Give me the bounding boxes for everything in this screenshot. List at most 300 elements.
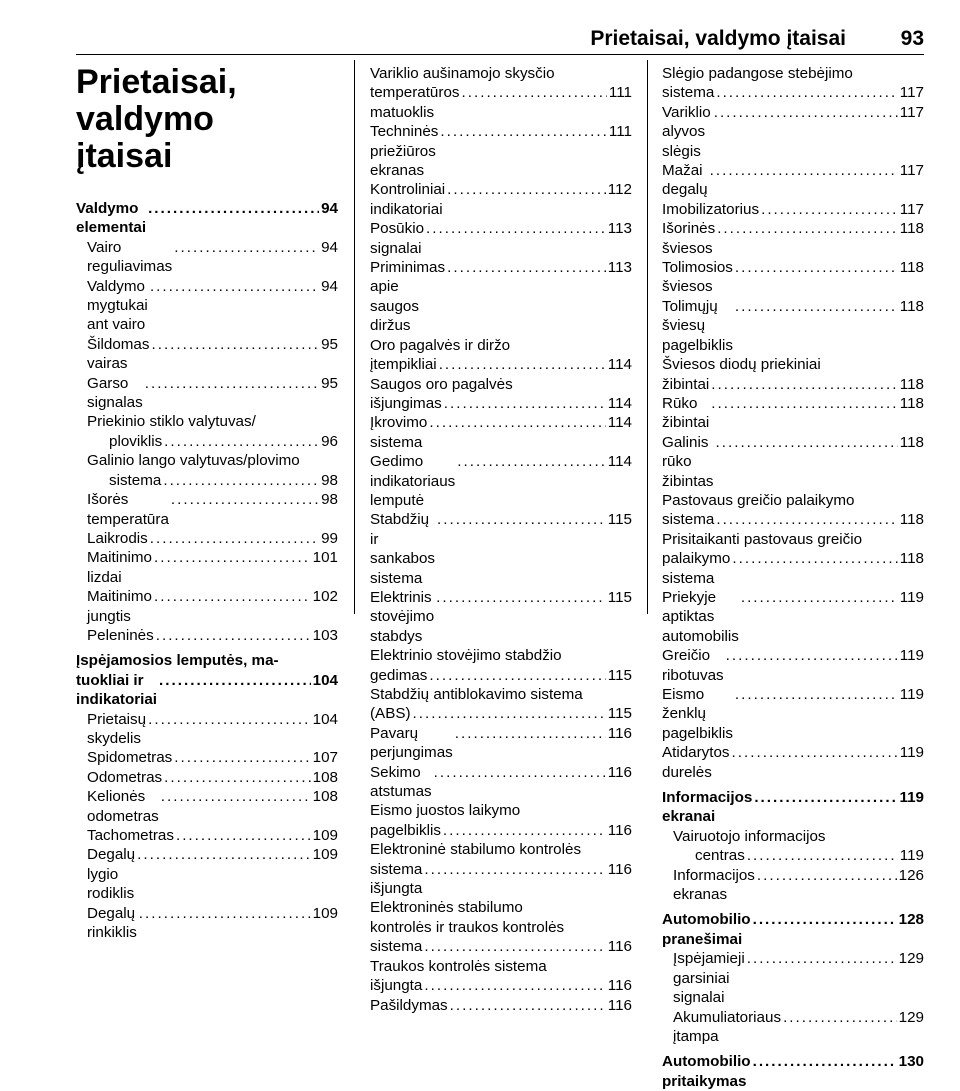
toc-entry-line (662, 910, 924, 949)
toc-page-number: 116 (607, 938, 632, 956)
toc-page-number: 94 (321, 200, 338, 217)
leader-dots (711, 375, 898, 394)
toc-entry-text: Akumuliatoriaus įtampa (673, 1008, 782, 1045)
toc-entry[interactable] (662, 433, 924, 491)
leader-dots (747, 846, 898, 865)
toc-entry-text: Šildomas vairas (87, 335, 150, 373)
toc-entry-line (76, 432, 338, 451)
toc-page-number: 98 (321, 491, 338, 509)
toc-entry[interactable] (370, 64, 632, 122)
toc-entry-line (370, 219, 632, 258)
toc-page-number: 118 (899, 433, 924, 451)
toc-entry[interactable] (370, 801, 632, 840)
toc-entry[interactable] (370, 763, 632, 802)
toc-entry-text: palaikymo sistema (662, 550, 731, 587)
toc-section[interactable] (76, 199, 338, 238)
leader-dots (753, 910, 897, 929)
leader-dots (715, 433, 897, 452)
toc-entry[interactable] (662, 743, 924, 782)
leader-dots (741, 588, 898, 607)
toc-entry-line (370, 258, 632, 336)
leader-dots (145, 374, 319, 393)
toc-entry[interactable] (76, 490, 338, 529)
toc-entry-text: Prietaisų skydelis (87, 710, 147, 747)
toc-entry-line (370, 724, 632, 763)
leader-dots (447, 258, 606, 277)
toc-entry[interactable] (76, 587, 338, 626)
toc-page-number: 104 (312, 671, 338, 689)
toc-entry-text: Mažai degalų (662, 162, 708, 199)
toc-page-number: 129 (898, 950, 924, 968)
toc-entry-text: Išorinės šviesos (662, 220, 716, 257)
toc-section[interactable] (76, 651, 338, 709)
toc-entry[interactable] (662, 827, 924, 866)
toc-entry-line (76, 335, 338, 374)
toc-entry-text: Slėgio padangose stebėjimo (662, 65, 853, 82)
toc-entry[interactable] (662, 646, 924, 685)
toc-entry-text: Šviesos diodų priekiniai (662, 356, 821, 374)
toc-entry-line (662, 949, 924, 1007)
toc-entry[interactable] (76, 768, 338, 787)
toc-entry[interactable] (370, 996, 632, 1015)
toc-column-2 (370, 64, 632, 1015)
toc-entry-line (662, 549, 924, 588)
toc-entry-text: Techninės priežiūros ekranas (370, 123, 439, 180)
toc-entry-line (370, 83, 632, 122)
toc-entry[interactable] (76, 374, 338, 413)
toc-page-number: 109 (312, 846, 338, 864)
leader-dots (413, 704, 606, 723)
toc-entry[interactable] (370, 724, 632, 763)
toc-entry-line (662, 846, 924, 865)
toc-entry-line (370, 413, 632, 452)
toc-page-number: 108 (312, 788, 338, 806)
toc-entry[interactable] (370, 413, 632, 452)
leader-dots (154, 587, 311, 606)
toc-entry-line (76, 374, 338, 413)
toc-entry[interactable] (662, 161, 924, 200)
toc-entry[interactable] (370, 122, 632, 180)
toc-entry-line (370, 510, 632, 588)
leader-dots (171, 490, 319, 509)
toc-entry[interactable] (370, 258, 632, 336)
toc-entry-line (76, 199, 338, 238)
toc-entry-text: išjungta (370, 977, 423, 995)
toc-list (76, 199, 338, 942)
toc-page-number: 118 (899, 259, 924, 277)
toc-page-number: 117 (899, 84, 924, 102)
toc-entry-text: Variklio alyvos slėgis (662, 103, 711, 160)
toc-page-number: 114 (607, 414, 632, 432)
toc-entry[interactable] (76, 238, 338, 277)
toc-entry-text: Spidometras (87, 749, 173, 767)
toc-page-number: 115 (607, 588, 632, 606)
toc-entry-text: Elektroninė stabilumo kontrolės (370, 841, 582, 859)
toc-entry-line (370, 821, 632, 840)
toc-entry-text: Oro pagalvės ir diržo (370, 336, 511, 354)
toc-page-number: 119 (899, 744, 924, 762)
toc-page-number: 115 (607, 705, 632, 723)
toc-entry-text: (ABS) (370, 705, 411, 723)
toc-entry[interactable] (662, 200, 924, 219)
leader-dots (150, 277, 319, 296)
leader-dots (156, 626, 311, 645)
toc-page-number: 118 (899, 511, 924, 529)
toc-page-number: 118 (899, 394, 924, 412)
toc-page-number: 95 (321, 374, 338, 392)
toc-page-number: 117 (899, 103, 924, 121)
toc-entry[interactable] (662, 297, 924, 355)
toc-page-number: 116 (607, 724, 632, 742)
toc-entry-text: sistema (109, 471, 162, 489)
toc-entry-text: Posūkio signalai (370, 220, 425, 257)
toc-page-number: 119 (899, 789, 924, 807)
leader-dots (714, 103, 898, 122)
toc-page-number: 109 (312, 904, 338, 922)
toc-entry-text: sistema (662, 511, 715, 529)
toc-entry-text: sistema išjungta (370, 860, 423, 898)
leader-dots (457, 452, 606, 471)
toc-entry-line (76, 845, 338, 903)
toc-entry[interactable] (662, 258, 924, 297)
leader-dots (716, 83, 897, 102)
toc-entry[interactable] (370, 685, 632, 724)
toc-entry[interactable] (662, 685, 924, 743)
toc-entry-text: tuokliai ir indikatoriai (76, 671, 158, 709)
toc-entry[interactable] (662, 64, 924, 103)
toc-section[interactable] (662, 788, 924, 827)
toc-entry-text: pagelbiklis (370, 821, 441, 839)
leader-dots (164, 432, 319, 451)
toc-entry-line (370, 763, 632, 802)
toc-entry-text: sistema (370, 938, 423, 956)
toc-entry-line (370, 976, 632, 995)
leader-dots (151, 335, 319, 354)
toc-entry[interactable] (662, 1008, 924, 1047)
leader-dots (717, 219, 898, 238)
toc-entry[interactable] (76, 626, 338, 645)
toc-page-number: 130 (898, 1053, 924, 1071)
toc-entry-text: Automobilio pranešimai (662, 911, 751, 948)
toc-entry-text: Išorės temperatūra (87, 491, 169, 528)
toc-entry-text: Traukos kontrolės sistema (370, 957, 547, 975)
toc-page-number: 116 (607, 860, 632, 878)
toc-entry-text: Valdymo mygtukai ant vairo (87, 277, 148, 334)
toc-list (370, 64, 632, 1015)
toc-entry-text: Variklio aušinamojo skysčio (370, 65, 555, 82)
toc-entry-line (662, 788, 924, 827)
toc-entry-line (370, 996, 632, 1015)
toc-entry-line (370, 394, 632, 413)
toc-entry-line (662, 375, 924, 394)
toc-page-number: 114 (607, 394, 632, 412)
toc-entry-line (662, 103, 924, 161)
toc-entry-line (76, 471, 338, 490)
toc-entry-text: gedimas (370, 666, 428, 684)
toc-entry[interactable] (76, 826, 338, 845)
leader-dots (424, 976, 605, 995)
toc-page-number: 128 (898, 911, 924, 929)
leader-dots (436, 588, 606, 607)
toc-entry-line (76, 238, 338, 277)
toc-entry[interactable] (370, 898, 632, 956)
toc-entry-line (662, 200, 924, 219)
toc-entry-line (76, 748, 338, 767)
toc-entry-text: Maitinimo lizdai (87, 549, 152, 586)
leader-dots (161, 787, 311, 806)
toc-entry[interactable] (662, 219, 924, 258)
toc-entry-line (370, 180, 632, 219)
toc-entry[interactable] (370, 957, 632, 996)
toc-page-number: 116 (607, 996, 632, 1014)
leader-dots (753, 1052, 897, 1071)
toc-entry-text: Įkrovimo sistema (370, 414, 428, 451)
chapter-title-line: įtaisai (76, 137, 173, 175)
leader-dots (757, 866, 897, 885)
toc-page-number: 101 (312, 549, 338, 567)
column-divider (647, 60, 648, 614)
toc-entry[interactable] (662, 949, 924, 1007)
toc-entry-line (370, 937, 632, 956)
toc-entry-line (662, 510, 924, 529)
toc-entry-text: Rūko žibintai (662, 394, 710, 432)
toc-page-number: 116 (607, 977, 632, 995)
leader-dots (735, 258, 898, 277)
header-title: Prietaisai, valdymo įtaisai (590, 27, 846, 50)
toc-entry-line (76, 548, 338, 587)
leader-dots (761, 200, 898, 219)
toc-entry[interactable] (76, 748, 338, 767)
toc-entry-text: Valdymo elementai (76, 200, 147, 237)
toc-entry[interactable] (662, 394, 924, 433)
toc-entry-text: Saugos oro pagalvės (370, 375, 513, 393)
toc-entry-text: Tachometras (87, 827, 174, 844)
toc-entry-line (76, 671, 338, 710)
toc-entry[interactable] (76, 548, 338, 587)
toc-entry-text: Stabdžių antiblokavimo sistema (370, 686, 583, 703)
toc-entry[interactable] (76, 787, 338, 826)
toc-page-number: 119 (899, 847, 924, 865)
toc-entry-line (662, 258, 924, 297)
toc-entry-line (662, 866, 924, 905)
toc-entry-line (662, 1052, 924, 1091)
toc-entry-text: Įspėjamieji garsiniai signalai (673, 950, 745, 1007)
toc-entry-line (662, 394, 924, 433)
toc-entry-text: žibintai (662, 375, 710, 393)
toc-entry-text: Gedimo indikatoriaus lemputė (370, 453, 456, 509)
toc-entry-text: Priekinio stiklo valytuvas/ (87, 413, 256, 431)
toc-entry-line (662, 588, 924, 646)
column-divider (354, 60, 355, 614)
leader-dots (437, 510, 606, 529)
toc-page-number: 112 (607, 181, 632, 199)
toc-entry-line (662, 433, 924, 491)
toc-entry-text: Vairuotojo informacijos (673, 827, 826, 845)
toc-entry[interactable] (662, 866, 924, 905)
leader-dots (176, 826, 311, 845)
toc-entry[interactable] (662, 530, 924, 588)
toc-entry-line (76, 587, 338, 626)
toc-entry[interactable] (370, 840, 632, 898)
toc-entry-line (370, 704, 632, 723)
toc-page-number: 115 (607, 511, 632, 529)
toc-entry[interactable] (370, 219, 632, 258)
leader-dots (716, 510, 897, 529)
toc-entry-text: Stabdžių ir sankabos sistema (370, 511, 436, 587)
leader-dots (424, 937, 605, 956)
toc-entry[interactable] (370, 336, 632, 375)
leader-dots (710, 161, 898, 180)
toc-entry[interactable] (370, 375, 632, 414)
toc-entry-text: Kelionės odometras (87, 788, 159, 825)
toc-entry[interactable] (370, 588, 632, 646)
toc-entry-line (662, 219, 924, 258)
toc-entry-line (76, 529, 338, 548)
toc-page-number: 118 (899, 297, 924, 315)
leader-dots (735, 685, 898, 704)
leader-dots (137, 845, 311, 864)
toc-entry[interactable] (76, 335, 338, 374)
toc-page-number: 113 (607, 259, 632, 277)
toc-entry[interactable] (662, 588, 924, 646)
toc-page-number: 98 (321, 471, 338, 489)
toc-entry[interactable] (76, 451, 338, 490)
toc-page-number: 129 (898, 1008, 924, 1026)
toc-page-number: 116 (607, 763, 632, 781)
toc-section[interactable] (662, 910, 924, 949)
toc-entry[interactable] (76, 277, 338, 335)
toc-entry-text: Galinio lango valytuvas/plovimo (87, 452, 300, 470)
toc-entry[interactable] (76, 412, 338, 451)
leader-dots (174, 238, 319, 257)
leader-dots (732, 549, 897, 568)
toc-entry-line (76, 710, 338, 749)
leader-dots (139, 904, 311, 923)
toc-entry-text: Tolimosios šviesos (662, 259, 733, 296)
toc-entry-line (370, 452, 632, 510)
toc-entry[interactable] (662, 355, 924, 394)
toc-entry-line (662, 646, 924, 685)
toc-entry-text: Maitinimo jungtis (87, 588, 152, 625)
leader-dots (455, 724, 606, 743)
toc-entry-text: Peleninės (87, 626, 154, 644)
toc-entry-text: Tolimųjų šviesų pagelbiklis (662, 297, 733, 354)
toc-entry-text: Galinis rūko žibintas (662, 433, 714, 490)
toc-page-number: 119 (899, 647, 924, 665)
toc-entry-text: Priekyje aptiktas automobilis (662, 588, 739, 645)
toc-entry-text: Elektrinis stovėjimo stabdys (370, 588, 435, 645)
toc-entry-text: Pašildymas (370, 996, 448, 1014)
toc-entry-text: Elektroninės stabilumo (370, 899, 523, 917)
toc-page-number: 116 (607, 821, 632, 839)
toc-page-number: 94 (321, 238, 338, 256)
toc-column-1 (76, 64, 338, 942)
toc-page-number: 119 (899, 588, 924, 606)
toc-page-number: 118 (899, 220, 924, 238)
toc-entry-text: Elektrinio stovėjimo stabdžio (370, 647, 562, 665)
page-header (76, 24, 924, 55)
toc-entry-line (76, 626, 338, 645)
toc-entry-line (370, 860, 632, 899)
toc-entry-line (76, 904, 338, 943)
leader-dots (426, 219, 606, 238)
leader-dots (450, 996, 606, 1015)
toc-list (662, 64, 924, 1091)
toc-entry[interactable] (76, 710, 338, 749)
toc-page-number: 114 (607, 453, 632, 471)
leader-dots (735, 297, 898, 316)
toc-entry-line (662, 1008, 924, 1047)
leader-dots (447, 180, 606, 199)
toc-entry-text: Automobilio pritaikymas (662, 1053, 751, 1090)
toc-entry[interactable] (662, 491, 924, 530)
toc-entry-text: centras (695, 847, 745, 865)
toc-page-number: 107 (312, 749, 338, 767)
toc-entry-text: išjungimas (370, 394, 442, 412)
toc-page-number: 118 (899, 375, 924, 393)
leader-dots (150, 529, 319, 548)
leader-dots (443, 821, 606, 840)
toc-entry-text: Greičio ribotuvas (662, 647, 724, 684)
toc-entry-line (662, 685, 924, 743)
toc-entry[interactable] (76, 904, 338, 943)
leader-dots (159, 671, 311, 690)
toc-entry-text: Eismo ženklų pagelbiklis (662, 686, 733, 742)
toc-entry-text: Prisitaikanti pastovaus greičio (662, 530, 863, 548)
leader-dots (429, 413, 605, 432)
toc-entry-text: Sekimo atstumas (370, 763, 432, 801)
toc-entry-line (76, 277, 338, 335)
toc-entry[interactable] (76, 845, 338, 903)
toc-entry[interactable] (76, 529, 338, 548)
toc-entry-text: Laikrodis (87, 529, 148, 547)
leader-dots (783, 1008, 897, 1027)
toc-page-number: 95 (321, 335, 338, 353)
toc-page-number: 108 (312, 768, 338, 786)
toc-page-number: 96 (321, 432, 338, 450)
chapter-title (76, 64, 338, 175)
toc-entry-text: Degalų lygio rodiklis (87, 846, 136, 903)
toc-page-number: 126 (898, 866, 924, 884)
leader-dots (440, 122, 607, 141)
toc-page-number: 118 (899, 550, 924, 568)
toc-entry[interactable] (370, 180, 632, 219)
toc-entry-line (370, 588, 632, 646)
toc-page-number: 119 (899, 686, 924, 703)
toc-entry-text: Informacijos ekranas (673, 866, 755, 904)
toc-entry[interactable] (370, 452, 632, 510)
leader-dots (174, 748, 310, 767)
toc-page-number: 117 (899, 200, 924, 218)
leader-dots (164, 768, 311, 787)
toc-entry-text: temperatūros matuoklis (370, 84, 460, 121)
toc-section[interactable] (662, 1052, 924, 1091)
toc-entry[interactable] (370, 646, 632, 685)
leader-dots (163, 471, 319, 490)
toc-page-number: 94 (321, 277, 338, 295)
toc-entry[interactable] (662, 103, 924, 161)
toc-entry-line (76, 768, 338, 787)
toc-page-number: 114 (607, 356, 632, 374)
toc-page-number: 111 (608, 123, 632, 141)
leader-dots (148, 710, 311, 729)
chapter-title-line: Prietaisai, valdymo (76, 63, 237, 138)
toc-entry-text: Pastovaus greičio palaikymo (662, 491, 855, 509)
toc-entry[interactable] (370, 510, 632, 588)
leader-dots (461, 83, 606, 102)
toc-entry-text: įtempikliai (370, 356, 437, 374)
toc-entry-line (662, 743, 924, 782)
